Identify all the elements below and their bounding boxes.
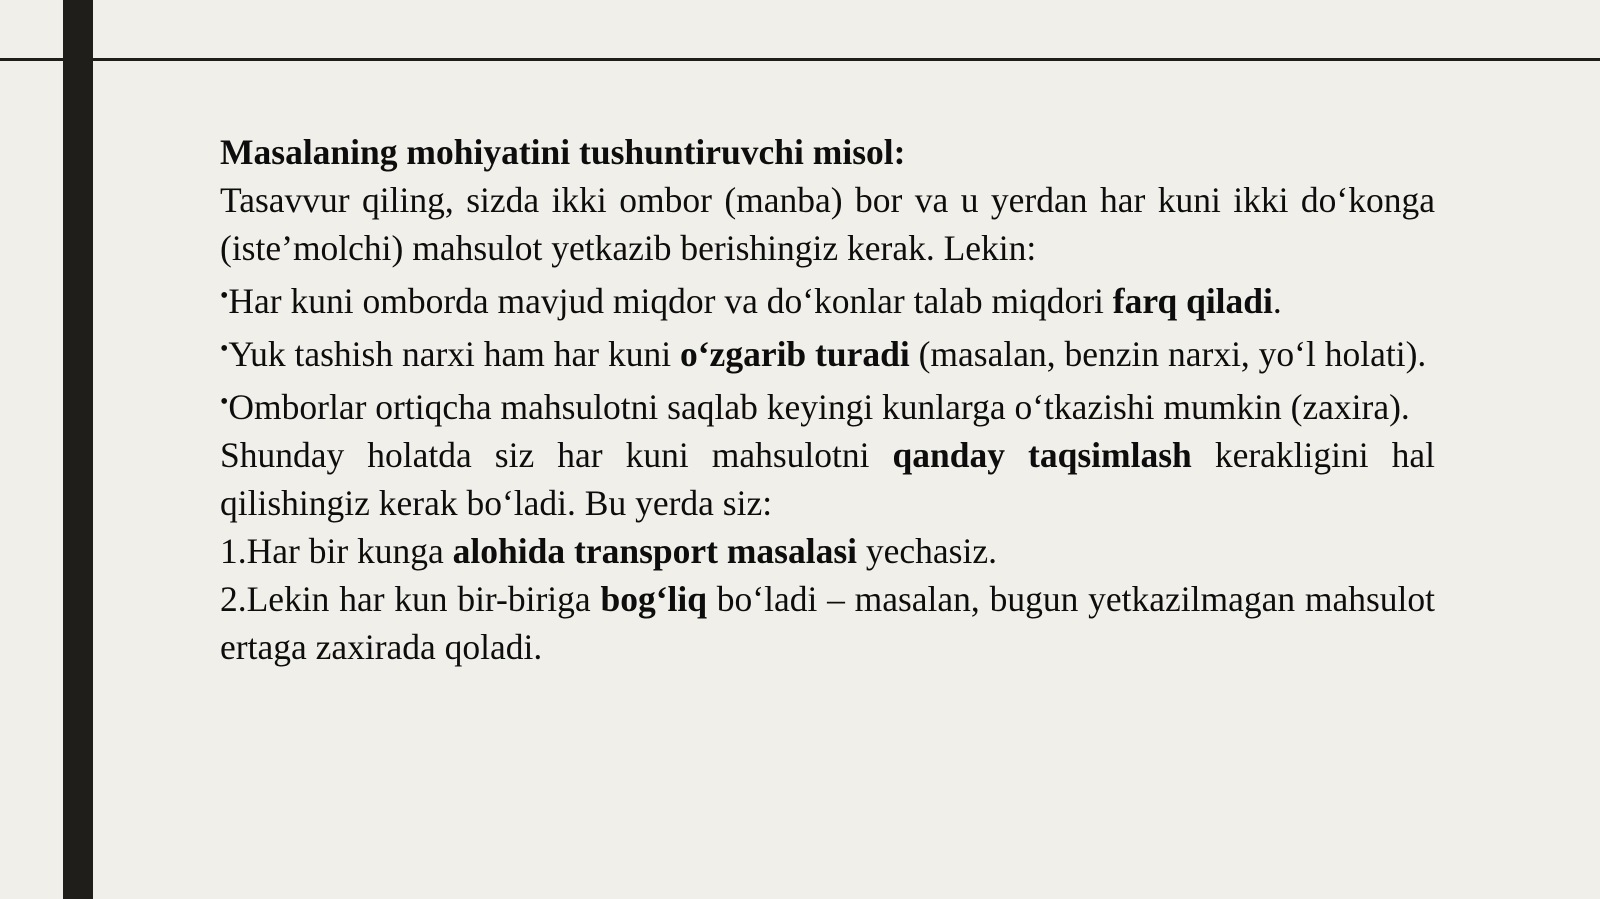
numbered-item-1 xyxy=(220,527,1435,575)
intro-paragraph: Tasavvur qiling, sizda ikki ombor (manba) bor va u yerdan har kuni ikki do‘konga (iste’molchi) mahsulot yetkazib berishingiz kerak. Lekin: xyxy=(220,180,1435,268)
item-1-bold: alohida transport masalasi xyxy=(452,531,858,571)
decorative-horizontal-line xyxy=(0,58,1600,61)
slide-heading: Masalaning mohiyatini tushuntiruvchi misol: xyxy=(220,132,906,172)
para-2-bold: qanday taqsimlash xyxy=(892,435,1192,475)
second-paragraph xyxy=(220,431,1435,527)
decorative-vertical-bar xyxy=(63,0,93,899)
item-1-end: yechasiz. xyxy=(857,531,997,571)
bullet-marker: • xyxy=(220,389,229,415)
bullet-2-end: (masalan, benzin narxi, yo‘l holati). xyxy=(909,334,1427,374)
bullet-2-bold: o‘zgarib turadi xyxy=(679,334,910,374)
bullet-1-end: . xyxy=(1272,281,1282,321)
bullet-marker: • xyxy=(220,283,229,309)
bullet-item-3 xyxy=(220,378,1435,431)
bullet-2-text: Yuk tashish narxi ham har kuni xyxy=(228,334,680,374)
item-2-end: bo‘ladi – masalan, bugun yetkazilmagan mahsulot ertaga zaxirada qoladi. xyxy=(220,579,1436,667)
bullet-item-1 xyxy=(220,272,1435,325)
bullet-1-text: Har kuni omborda mavjud miqdor va do‘konlar talab miqdori xyxy=(228,281,1113,321)
item-1-text: 1.Har bir kunga xyxy=(220,531,453,571)
item-2-text: 2.Lekin har kun bir-biriga xyxy=(220,579,601,619)
para-2-text: Shunday holatda siz har kuni mahsulotni xyxy=(220,435,893,475)
slide-text-body xyxy=(220,128,1435,671)
bullet-1-bold: farq qiladi xyxy=(1112,281,1273,321)
bullet-item-2 xyxy=(220,325,1435,378)
numbered-item-2 xyxy=(220,575,1435,671)
bullet-marker: • xyxy=(220,336,229,362)
para-2-end: kerakligini hal qilishingiz kerak bo‘ladi. Bu yerda siz: xyxy=(220,435,1436,523)
bullet-3-text: Omborlar ortiqcha mahsulotni saqlab keyingi kunlarga o‘tkazishi mumkin (zaxira). xyxy=(228,387,1410,427)
item-2-bold: bog‘liq xyxy=(600,579,707,619)
